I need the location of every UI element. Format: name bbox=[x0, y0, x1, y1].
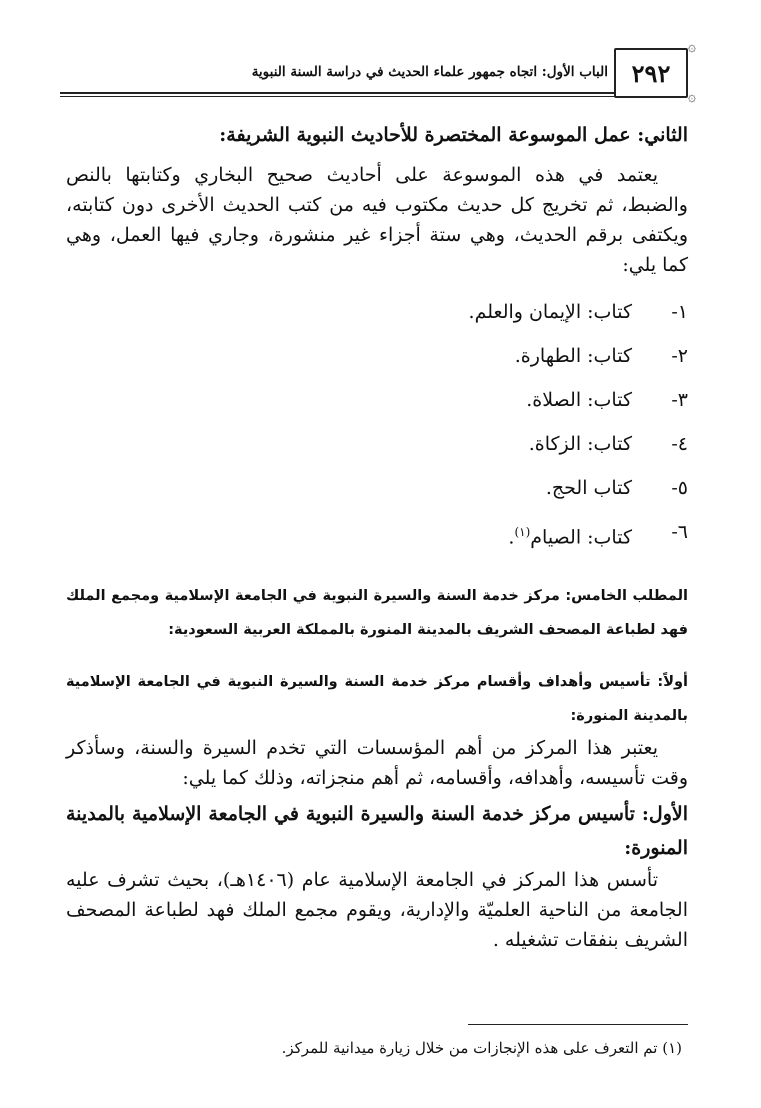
list-end: . bbox=[508, 526, 515, 549]
body-paragraph: يعتمد في هذه الموسوعة على أحاديث صحيح البخاري وكتابتها بالنص والضبط، ثم تخريج كل حديث مكتوب فيه من كتب الحديث الأخرى دون كتابته، ويكتفى برقم الحديث، وهي ستة أجزاء غير منشورة، وجاري فيها العمل، وهي كما يلي: bbox=[66, 164, 688, 276]
list-item bbox=[66, 422, 688, 466]
page-body bbox=[66, 118, 688, 955]
page-header bbox=[60, 39, 696, 105]
list-text: كتاب الحج. bbox=[545, 477, 632, 499]
list-number: ٥- bbox=[671, 477, 688, 499]
sub-heading: الأول: تأسيس مركز خدمة السنة والسيرة النبوية في الجامعة الإسلامية بالمدينة المنورة: bbox=[66, 803, 688, 860]
footnote-reference[interactable]: (١) bbox=[514, 525, 531, 539]
footnote bbox=[66, 1036, 682, 1060]
header-rule bbox=[60, 92, 620, 94]
ornament-icon: ۞ bbox=[687, 39, 696, 55]
list-item bbox=[66, 290, 688, 334]
list-item bbox=[66, 510, 688, 559]
section-heading: المطلب الخامس: مركز خدمة السنة والسيرة النبوية في الجامعة الإسلامية ومجمع الملك فهد لطباعة المصحف الشريف بالمدينة المنورة بالمملكة العربية السعودية: bbox=[66, 588, 688, 639]
sub-heading: أولاً: تأسيس وأهداف وأقسام مركز خدمة السنة والسيرة النبوية في الجامعة الإسلامية بالمدينة المنورة: bbox=[66, 674, 688, 725]
footnote-rule bbox=[468, 1024, 688, 1025]
footnote-text: تم التعرف على هذه الإنجازات من خلال زيارة ميدانية للمركز. bbox=[281, 1039, 658, 1057]
list-number: ٦- bbox=[671, 521, 688, 543]
footnote-number: (١) bbox=[662, 1039, 682, 1057]
list-number: ٣- bbox=[671, 389, 688, 411]
body-paragraph: يعتبر هذا المركز من أهم المؤسسات التي تخدم السيرة والسنة، وسأذكر وقت تأسيسه، وأهدافه، وأقسامه، ثم أهم منجزاته، وذلك كما يلي: bbox=[66, 737, 688, 790]
list-text: كتاب: الصلاة. bbox=[526, 389, 632, 411]
book-list bbox=[66, 290, 688, 559]
list-text: كتاب: الإيمان والعلم. bbox=[468, 301, 632, 323]
running-title: الباب الأول: اتجاه جمهور علماء الحديث في دراسة السنة النبوية bbox=[251, 64, 608, 80]
list-number: ٤- bbox=[671, 433, 688, 455]
ornament-icon: ۞ bbox=[687, 89, 696, 105]
list-number: ١- bbox=[671, 301, 688, 323]
list-text: كتاب: الطهارة. bbox=[514, 345, 632, 367]
list-item bbox=[66, 466, 688, 510]
list-text: كتاب: الصيام bbox=[530, 526, 632, 549]
list-item bbox=[66, 378, 688, 422]
body-paragraph: تأسس هذا المركز في الجامعة الإسلامية عام (١٤٠٦هـ)، بحيث تشرف عليه الجامعة من الناحية العلميّة والإدارية، ويقوم مجمع الملك فهد لطباعة المصحف الشريف بنفقات تشغيله . bbox=[66, 869, 688, 952]
list-text: كتاب: الزكاة. bbox=[528, 433, 632, 455]
header-rule-thin bbox=[60, 96, 620, 97]
page-number: ٢٩٢ bbox=[614, 48, 688, 98]
list-number: ٢- bbox=[671, 345, 688, 367]
list-item bbox=[66, 334, 688, 378]
section-heading: الثاني: عمل الموسوعة المختصرة للأحاديث النبوية الشريفة: bbox=[219, 124, 688, 146]
